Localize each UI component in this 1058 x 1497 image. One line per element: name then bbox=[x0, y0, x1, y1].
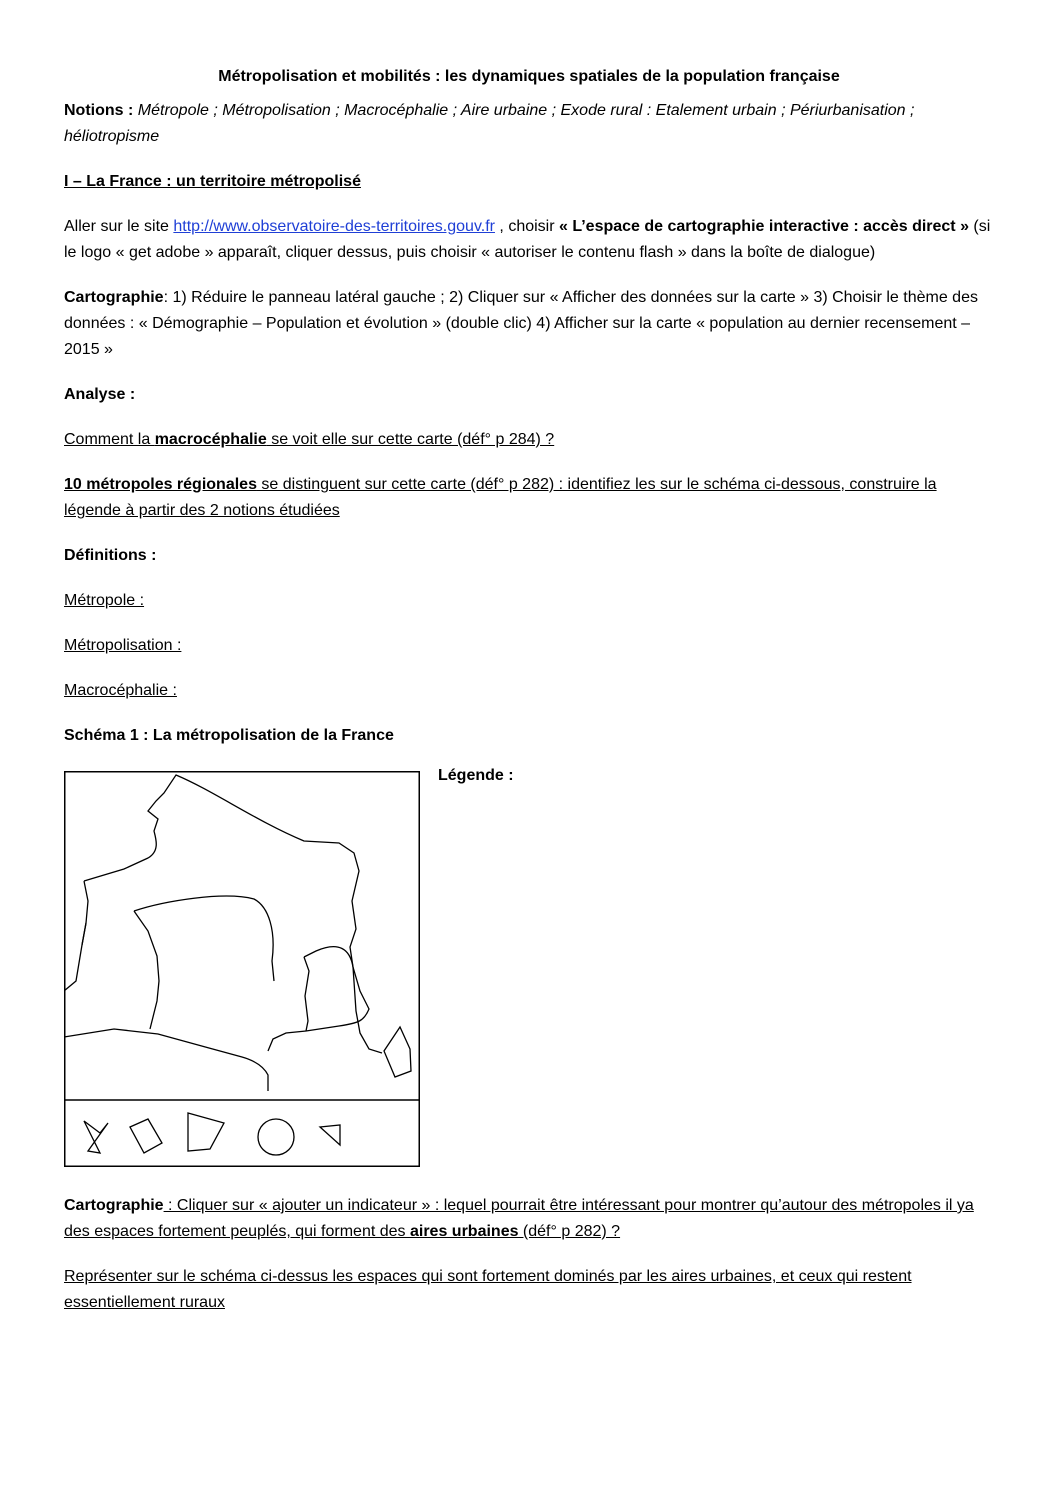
choose-bold-text: « L’espace de cartographie interactive : accès direct » bbox=[559, 218, 969, 235]
definition-metropole: Métropole : bbox=[64, 592, 145, 609]
corsica-shape bbox=[384, 1027, 411, 1077]
france-outline bbox=[64, 771, 369, 1091]
q1-text-a: Comment la bbox=[64, 431, 155, 448]
page-title: Métropolisation et mobilités : les dynamiques spatiales de la population française bbox=[218, 68, 840, 85]
section-heading: I – La France : un territoire métropolisé bbox=[64, 173, 361, 190]
carto2-text-c: (déf° p 282) ? bbox=[518, 1223, 621, 1240]
choose-text: , choisir bbox=[494, 218, 559, 235]
legend-label: Légende : bbox=[438, 767, 514, 784]
analyse-label: Analyse : bbox=[64, 386, 136, 403]
carto-text: : 1) Réduire le panneau latéral gauche ; 2) Cliquer sur « Afficher des données sur la carte » 3) Choisir le thème des données : « Démographie – Population et évolution » (double clic) 4) Afficher sur la carte « population au dernier recensement – 2015 » bbox=[64, 289, 978, 358]
q2-text-a: 10 métropoles régionales bbox=[64, 476, 257, 493]
notions-list: Métropole ; Métropolisation ; Macrocéphalie ; Aire urbaine ; Exode rural : Etalement urbain ; Périurbanisation ; héliotropisme bbox=[64, 102, 915, 145]
question-macrocephalie bbox=[64, 427, 994, 453]
definition-macrocephalie: Macrocéphalie : bbox=[64, 682, 177, 699]
carto-instructions bbox=[64, 285, 994, 363]
document-page bbox=[64, 64, 994, 1335]
schema-area bbox=[64, 763, 994, 1163]
carto2-label: Cartographie bbox=[64, 1197, 164, 1214]
notions-paragraph bbox=[64, 98, 994, 150]
carto-label: Cartographie bbox=[64, 289, 164, 306]
carto2-text-b: aires urbaines bbox=[409, 1223, 519, 1240]
choose-rest-text: (si le logo « get adobe » apparaît, cliquer dessus, puis choisir « autoriser le contenu flash » dans la boîte de dialogue) bbox=[64, 218, 991, 261]
site-instructions bbox=[64, 214, 994, 266]
notions-label: Notions : bbox=[64, 102, 134, 119]
schema-title: Schéma 1 : La métropolisation de la France bbox=[64, 727, 394, 744]
q1-text-c: se voit elle sur cette carte (déf° p 284) ? bbox=[266, 431, 555, 448]
represent-instruction: Représenter sur le schéma ci-dessus les espaces qui sont fortement dominés par les aires urbaines, et ceux qui restent essentiellement ruraux bbox=[64, 1268, 912, 1311]
question-metropoles bbox=[64, 472, 994, 524]
site-intro-text: Aller sur le site bbox=[64, 218, 174, 235]
france-schema-map bbox=[64, 771, 420, 1167]
definitions-label: Définitions : bbox=[64, 547, 157, 564]
carto2-instructions bbox=[64, 1193, 994, 1245]
site-link[interactable]: http://www.observatoire-des-territoires.gouv.fr bbox=[173, 218, 495, 235]
q1-text-b: macrocéphalie bbox=[154, 431, 267, 448]
bottom-shapes bbox=[84, 1113, 340, 1155]
definition-metropolisation: Métropolisation : bbox=[64, 637, 182, 654]
carto2-text-a: : Cliquer sur « ajouter un indicateur » : lequel pourrait être intéressant pour montrer qu’autour des métropoles il ya des espaces fortement peuplés, qui forment des bbox=[64, 1197, 974, 1240]
q2-text-b: se distinguent sur cette carte (déf° p 282) : identifiez les sur le schéma ci-dessous, construire la légende à partir des 2 notions étudiées bbox=[64, 476, 937, 519]
